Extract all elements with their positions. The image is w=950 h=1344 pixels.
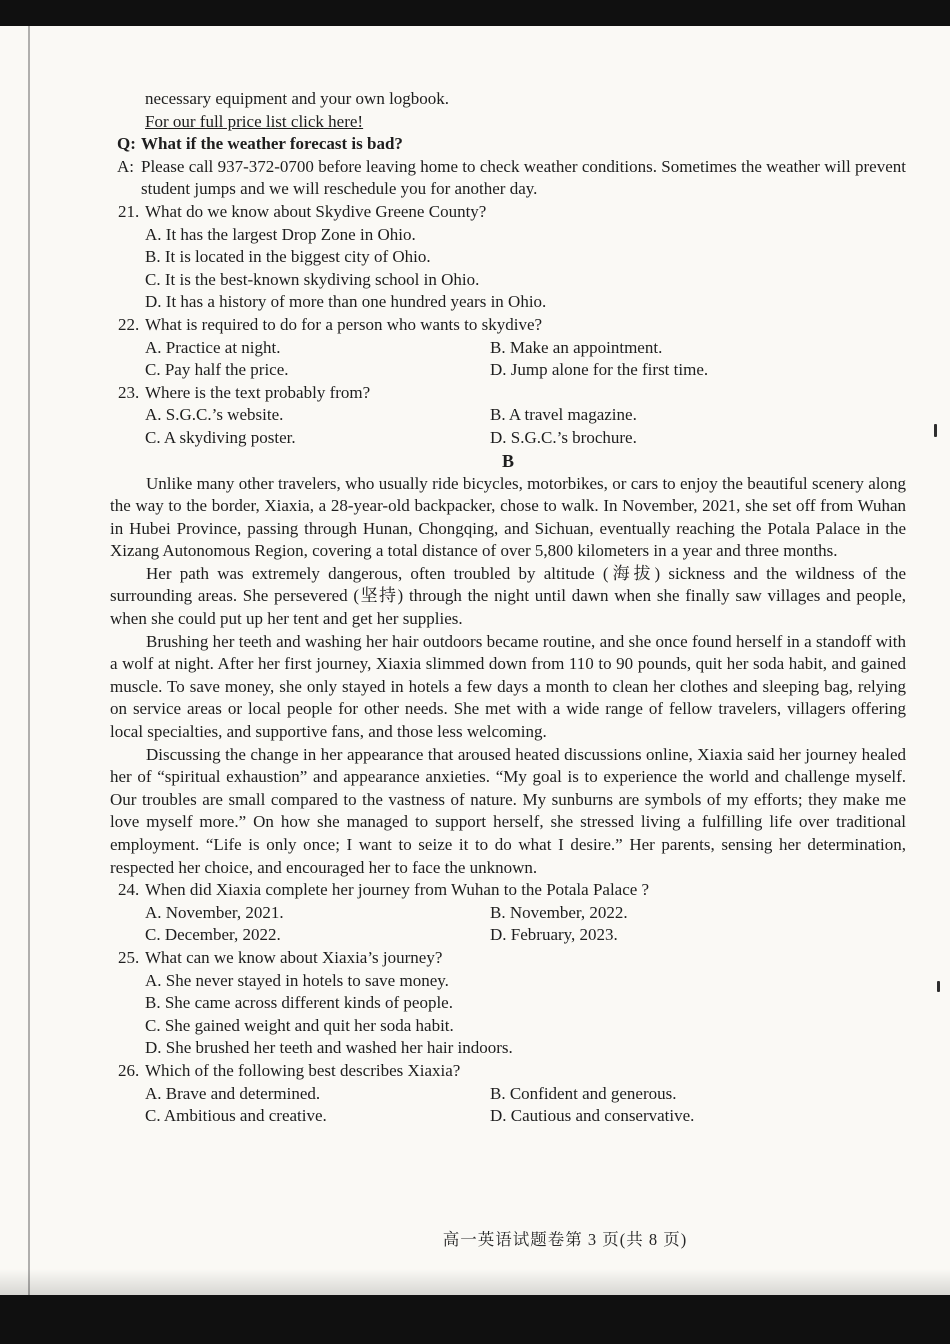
section-b-label: B: [501, 450, 514, 471]
question-text: What can we know about Xiaxia’s journey?: [145, 947, 443, 967]
option-c: C. December, 2022.: [145, 925, 281, 945]
option-a: A. She never stayed in hotels to save money.: [145, 970, 449, 990]
option-d: D. It has a history of more than one hundred years in Ohio.: [145, 292, 547, 312]
scan-edge-left: [28, 26, 30, 1295]
option-a: A. S.G.C.’s website.: [145, 405, 284, 425]
option-b: B. Make an appointment.: [490, 337, 663, 357]
question-23: [110, 382, 906, 450]
question-25: [110, 947, 906, 1060]
option-c: C. It is the best-known skydiving school in Ohio.: [145, 269, 480, 289]
option-d: D. She brushed her teeth and washed her hair indoors.: [145, 1038, 513, 1058]
option-b: B. She came across different kinds of people.: [145, 993, 453, 1013]
question-text: Which of the following best describes Xiaxia?: [145, 1060, 461, 1080]
option-d: D. Cautious and conservative.: [490, 1106, 695, 1126]
option-d: D. Jump alone for the first time.: [490, 360, 709, 380]
option-d: D. February, 2023.: [490, 925, 618, 945]
question-text: When did Xiaxia complete her journey from Wuhan to the Potala Palace ?: [145, 880, 650, 900]
price-list-link: For our full price list click here!: [145, 111, 364, 131]
question-text: What is required to do for a person who wants to skydive?: [145, 314, 543, 334]
option-a: A. It has the largest Drop Zone in Ohio.: [145, 224, 416, 244]
page-content: [110, 88, 906, 1128]
option-b: B. A travel magazine.: [490, 405, 637, 425]
passage-b-paragraph-1: Unlike many other travelers, who usually ride bicycles, motorbikes, or cars to enjoy the beautiful scenery along the way to the border, Xiaxia, a 28-year-old backpacker, chose to walk. In November, 2021, she set off from Wuhan in Hubei Province, passing through Hunan, Chongqing, and Sichuan, eventually reaching the Potala Palace in the Xizang Autonomous Region, covering a total distance of over 5,800 kilometers in a year and three months.: [110, 473, 906, 561]
faq-answer: [110, 156, 906, 201]
question-number: 22.: [118, 314, 140, 334]
option-a: A. Brave and determined.: [145, 1083, 321, 1103]
question-22: [110, 314, 906, 382]
passage-b-paragraph-3: Brushing her teeth and washing her hair outdoors became routine, and she once found herself in a standoff with a wolf at night. After her first journey, Xiaxia slimmed down from 110 to 90 pounds, quit her soda habit, and gained muscle. To save money, she only stayed in hotels a few days a month to clean her clothes and sleeping bag, relying on service areas or local people for other needs. She met with a wide range of fellow travelers, villagers offering local specialties, and supportive fans, and those less welcoming.: [110, 631, 906, 742]
page-footer: 高一英语试题卷第 3 页(共 8 页): [442, 1230, 688, 1249]
option-c: C. A skydiving poster.: [145, 427, 296, 447]
scan-artifact: [937, 981, 940, 992]
option-d: D. S.G.C.’s brochure.: [490, 427, 637, 447]
option-c: C. She gained weight and quit her soda habit.: [145, 1015, 454, 1035]
question-number: 23.: [118, 382, 140, 402]
option-b: B. November, 2022.: [490, 902, 628, 922]
question-number: 24.: [118, 880, 140, 900]
faq-question-text: What if the weather forecast is bad?: [141, 134, 403, 154]
option-b: B. It is located in the biggest city of Ohio.: [145, 247, 431, 267]
question-24: [110, 879, 906, 947]
passage-b-paragraph-2: Her path was extremely dangerous, often troubled by altitude (海拔) sickness and the wildness of the surrounding areas. She persevered (坚持) through the night until dawn when she finally saw villages and people, when she could put up her tent and get her supplies.: [110, 563, 906, 629]
option-c: C. Pay half the price.: [145, 360, 289, 380]
option-b: B. Confident and generous.: [490, 1083, 677, 1103]
scan-artifact: [934, 424, 937, 437]
scan-shadow-bottom: [0, 1269, 950, 1295]
question-text: What do we know about Skydive Greene County?: [145, 201, 487, 221]
faq-question: [110, 133, 906, 156]
question-21: [110, 201, 906, 314]
question-text: Where is the text probably from?: [145, 382, 371, 402]
faq-answer-text: Please call 937-372-0700 before leaving home to check weather conditions. Sometimes the weather will prevent student jumps and we will reschedule you for another day.: [141, 156, 906, 199]
option-a: A. November, 2021.: [145, 902, 284, 922]
faq-answer-label: A:: [117, 156, 134, 176]
scan-edge-top: [0, 0, 950, 26]
passage-b-paragraph-4: Discussing the change in her appearance that aroused heated discussions online, Xiaxia said her journey healed her of “spiritual exhaustion” and appearance anxieties. “My goal is to experience the world and challenge myself. Our troubles are small compared to the vastness of nature. My sunburns are symbols of my efforts; they make me love myself more.” On how she managed to support herself, she stressed living a fulfilling life over traditional employment. “Life is only once; I want to seize it to do what I desire.” Her parents, sensing her determination, respected her choice, and encouraged her to face the unknown.: [110, 744, 906, 877]
scan-edge-bottom: [0, 1295, 950, 1344]
question-26: [110, 1060, 906, 1128]
question-number: 21.: [118, 201, 140, 221]
question-number: 25.: [118, 947, 140, 967]
passage-tail-line: necessary equipment and your own logbook.: [145, 89, 450, 108]
option-a: A. Practice at night.: [145, 337, 281, 357]
faq-question-label: Q:: [117, 134, 136, 154]
question-number: 26.: [118, 1060, 140, 1080]
option-c: C. Ambitious and creative.: [145, 1106, 327, 1126]
